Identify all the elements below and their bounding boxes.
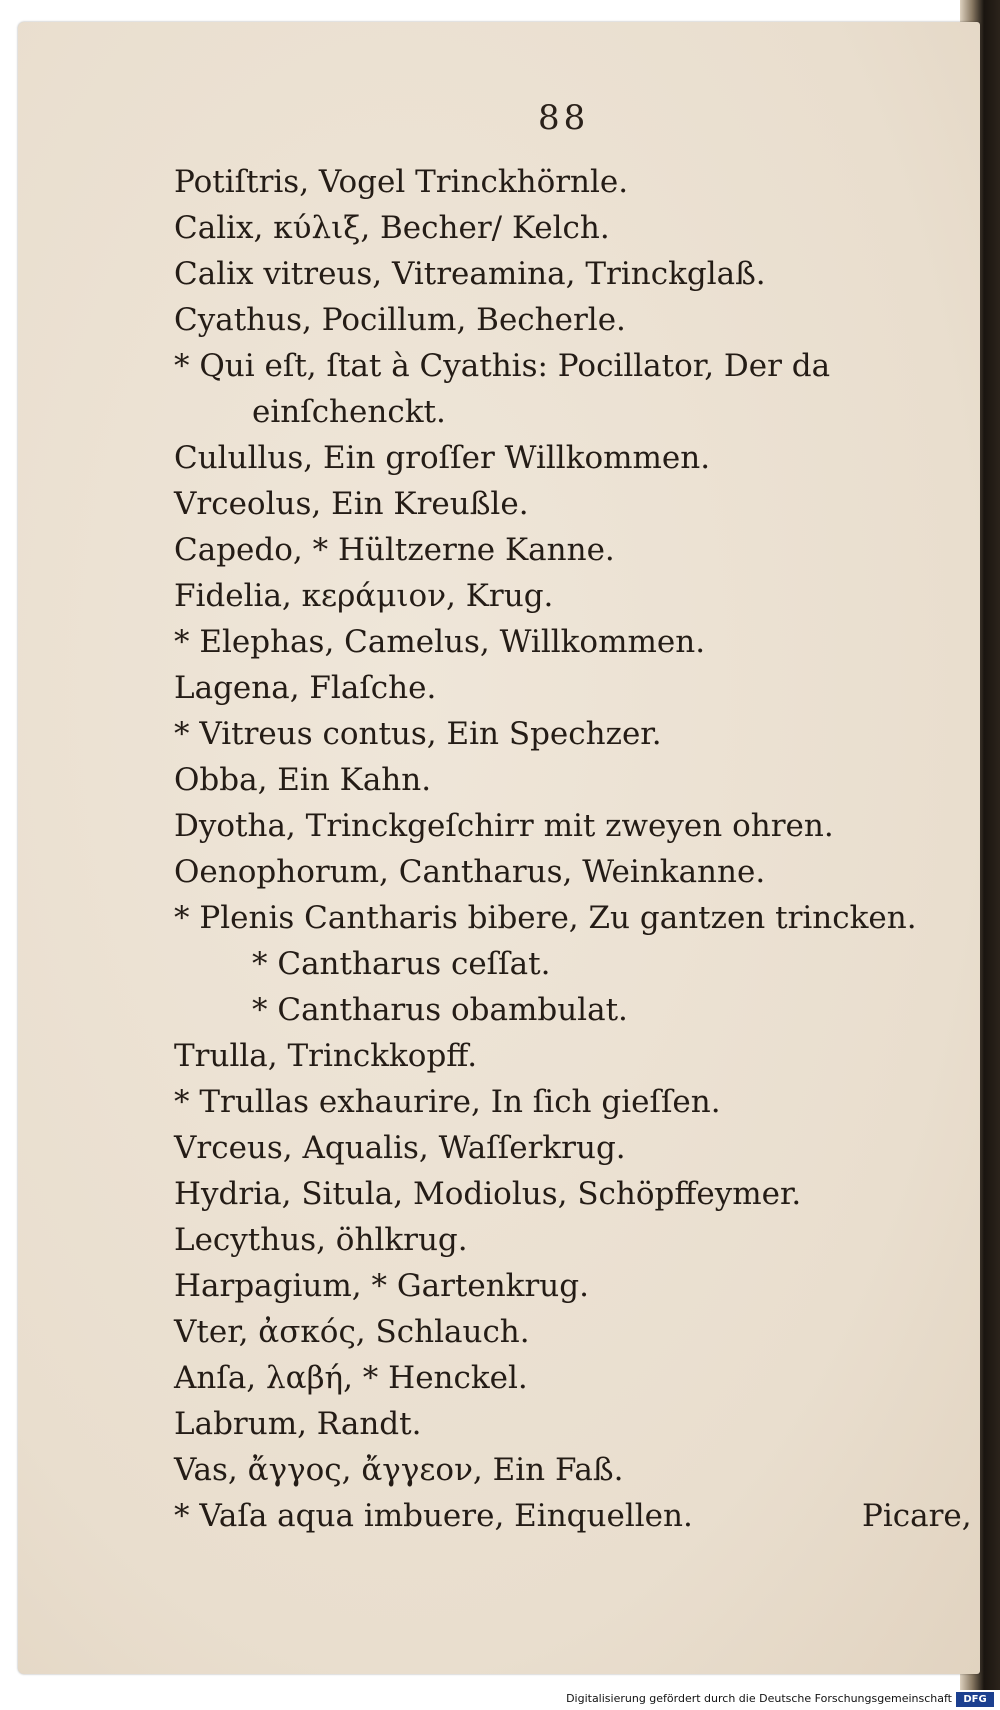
- entry-line: * Plenis Cantharis bibere, Zu gantzen trincken.: [174, 900, 917, 936]
- entry-line-indented: * Cantharus obambulat.: [252, 992, 628, 1028]
- entry-line: Cyathus, Pocillum, Becherle.: [174, 302, 626, 338]
- entry-line-continuation: einſchenckt.: [252, 394, 446, 430]
- entry-line: Vas, ἄγγος, ἄγγεον, Ein Faß.: [174, 1452, 624, 1488]
- entry-line: Vrceolus, Ein Kreußle.: [174, 486, 529, 522]
- entry-line: Obba, Ein Kahn.: [174, 762, 432, 798]
- entry-line: Oenophorum, Cantharus, Weinkanne.: [174, 854, 766, 890]
- entry-line: * Trullas exhaurire, In ſich gieſſen.: [174, 1084, 721, 1120]
- entry-line: Anſa, λαβή, * Henckel.: [174, 1360, 528, 1396]
- entry-line: Harpagium, * Gartenkrug.: [174, 1268, 589, 1304]
- entry-line: Capedo, * Hültzerne Kanne.: [174, 532, 615, 568]
- entry-line-indented: * Cantharus ceſſat.: [252, 946, 551, 982]
- entry-line: Trulla, Trinckkopff.: [174, 1038, 478, 1074]
- entry-line: Vter, ἀσκός, Schlauch.: [174, 1314, 530, 1350]
- entry-line: Potiſtris, Vogel Trinckhörnle.: [174, 164, 629, 200]
- dfg-logo: DFG: [956, 1692, 994, 1707]
- catchword: Picare,: [862, 1498, 972, 1534]
- entry-line: Calix, κύλιξ, Becher/ Kelch.: [174, 210, 610, 246]
- entry-line: Culullus, Ein groſſer Willkommen.: [174, 440, 711, 476]
- entry-line: Hydria, Situla, Modiolus, Schöpffeymer.: [174, 1176, 802, 1212]
- entry-line: * Vaſa aqua imbuere, Einquellen.: [174, 1498, 693, 1534]
- entry-line: Fidelia, κεράμιον, Krug.: [174, 578, 554, 614]
- entry-line: Lecythus, öhlkrug.: [174, 1222, 468, 1258]
- entry-line: * Elephas, Camelus, Willkommen.: [174, 624, 706, 660]
- entry-line: Vrceus, Aqualis, Waſſerkrug.: [174, 1130, 626, 1166]
- entry-line: Calix vitreus, Vitreamina, Trinckglaß.: [174, 256, 766, 292]
- entry-line: Labrum, Randt.: [174, 1406, 422, 1442]
- page-number: 88: [538, 98, 590, 138]
- entry-line: Lagena, Flaſche.: [174, 670, 437, 706]
- entry-line: * Qui eſt, ſtat à Cyathis: Pocillator, Der da: [174, 348, 831, 384]
- entry-line: Dyotha, Trinckgeſchirr mit zweyen ohren.: [174, 808, 834, 844]
- digitization-credit: Digitalisierung gefördert durch die Deutsche Forschungsgemeinschaft: [566, 1692, 952, 1705]
- entry-line: * Vitreus contus, Ein Spechzer.: [174, 716, 662, 752]
